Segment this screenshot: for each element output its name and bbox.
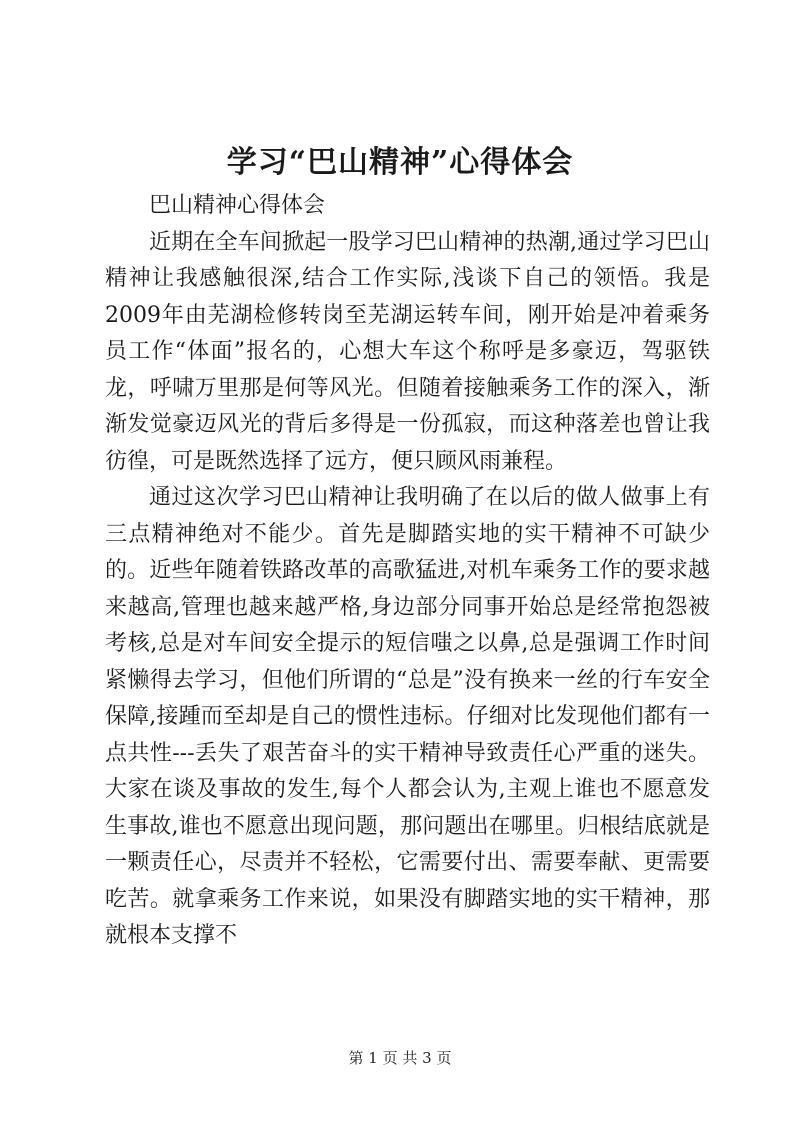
page-title: 学习“巴山精神”心得体会: [226, 145, 574, 180]
paragraph: 近期在全车间掀起一股学习巴山精神的热潮,通过学习巴山精神让我感触很深,结合工作实际,浅谈下自己的领悟。我是2009年由芜湖检修转岗至芜湖运转车间，刚开始是冲着乘务员工作“体面”报名的，心想大车这个称呼是多豪迈，驾驱铁龙，呼啸万里那是何等风光。但随着接触乘务工作的深入，渐渐发觉豪迈风光的背后多得是一份孤寂，而这种落差也曾让我彷徨，可是既然选择了远方，便只顾风雨兼程。: [105, 229, 710, 474]
document-body: [105, 188, 710, 955]
paragraph: 通过这次学习巴山精神让我明确了在以后的做人做事上有三点精神绝对不能少。首先是脚踏实地的实干精神不可缺少的。近些年随着铁路改革的高歌猛进,对机车乘务工作的要求越来越高,管理也越来越严格,身边部分同事开始总是经常抱怨被考核,总是对车间安全提示的短信嗤之以鼻,总是强调工作时间紧懒得去学习，但他们所谓的“总是”没有换来一丝的行车安全保障,接踵而至却是自己的惯性违标。仔细对比发现他们都有一点共性---丢失了艰苦奋斗的实干精神导致责任心严重的迷失。大家在谈及事故的发生,每个人都会认为,主观上谁也不愿意发生事故,谁也不愿意出现问题，那问题出在哪里。归根结底就是一颗责任心，尽责并不轻松，它需要付出、需要奉献、更需要吃苦。就拿乘务工作来说，如果没有脚踏实地的实干精神，那就根本支撑不: [105, 485, 710, 948]
paragraph-subtitle: 巴山精神心得体会: [149, 193, 326, 218]
page-footer: 第 1 页 共 3 页: [348, 1049, 452, 1067]
